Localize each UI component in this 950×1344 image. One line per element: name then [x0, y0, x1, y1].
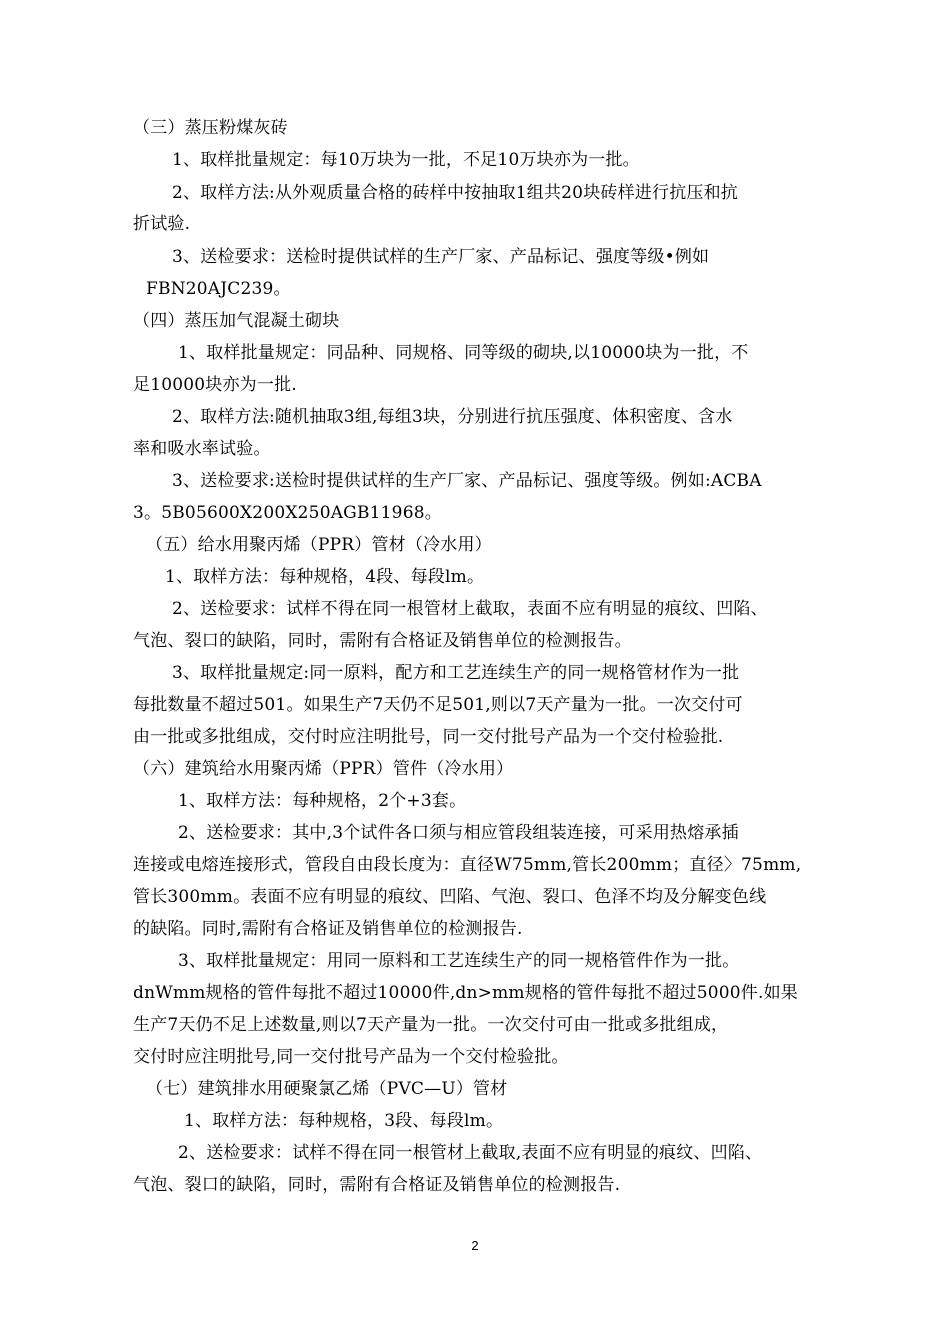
- paragraph-line: 折试验.: [133, 214, 191, 234]
- section-heading-4: （四）蒸压加气混凝土砌块: [133, 311, 340, 331]
- paragraph-line: 3。5B05600X200X250AGB11968。: [133, 503, 442, 523]
- paragraph-line: 2、送检要求：试样不得在同一根管材上截取,表面不应有明显的痕纹、凹陷、: [178, 1143, 763, 1163]
- paragraph-line: 1、取样批量规定：同品种、同规格、同等级的砌块,以10000块为一批，不: [178, 343, 749, 363]
- paragraph-line: 3、取样批量规定：用同一原料和工艺连续生产的同一规格管件作为一批。: [178, 951, 740, 971]
- paragraph-line: 每批数量不超过501。如果生产7天仍不足501,则以7天产量为一批。一次交付可: [133, 695, 743, 715]
- paragraph-line: 的缺陷。同时,需附有合格证及销售单位的检测报告.: [133, 919, 523, 939]
- paragraph-line: 2、取样方法:随机抽取3组,每组3块，分别进行抗压强度、体积密度、含水: [172, 407, 733, 427]
- paragraph-line: 1、取样方法：每种规格，4段、每段lm。: [165, 567, 485, 587]
- paragraph-line: 管长300mm。表面不应有明显的痕纹、凹陷、气泡、裂口、色泽不均及分解变色线: [133, 887, 767, 907]
- paragraph-line: 气泡、裂口的缺陷，同时，需附有合格证及销售单位的检测报告.: [133, 1175, 621, 1195]
- paragraph-line: 2、送检要求：试样不得在同一根管材上截取，表面不应有明显的痕纹、凹陷、: [172, 599, 768, 619]
- paragraph-line: 2、取样方法:从外观质量合格的砖样中按抽取1组共20块砖样进行抗压和抗: [172, 183, 738, 203]
- paragraph-line: 3、送检要求：送检时提供试样的生产厂家、产品标记、强度等级•例如: [172, 247, 710, 267]
- page-number: 2: [471, 1238, 479, 1253]
- paragraph-line: FBN20AJC239。: [146, 279, 291, 299]
- section-heading-6: （六）建筑给水用聚丙烯（PPR）管件（冷水用）: [133, 759, 514, 779]
- paragraph-line: 1、取样方法：每种规格，2个+3套。: [178, 791, 467, 811]
- paragraph-line: 3、送检要求:送检时提供试样的生产厂家、产品标记、强度等级。例如:ACBA: [172, 471, 762, 491]
- paragraph-line: 生产7天仍不足上述数量,则以7天产量为一批。一次交付可由一批或多批组成，: [133, 1015, 729, 1035]
- paragraph-line: 3、取样批量规定:同一原料，配方和工艺连续生产的同一规格管材作为一批: [172, 663, 740, 683]
- paragraph-line: 1、取样方法：每种规格，3段、每段lm。: [184, 1111, 504, 1131]
- paragraph-line: dnWmm规格的管件每批不超过10000件,dn>mm规格的管件每批不超过5000件.如果: [133, 983, 799, 1003]
- paragraph-line: 由一批或多批组成，交付时应注明批号，同一交付批号产品为一个交付检验批.: [133, 727, 724, 747]
- paragraph-line: 率和吸水率试验。: [133, 439, 271, 459]
- section-heading-3: （三）蒸压粉煤灰砖: [133, 118, 288, 138]
- paragraph-line: 足10000块亦为一批.: [133, 375, 297, 395]
- section-heading-7: （七）建筑排水用硬聚氯乙烯（PVC—U）管材: [146, 1079, 508, 1099]
- paragraph-line: 1、取样批量规定：每10万块为一批，不足10万块亦为一批。: [172, 150, 640, 170]
- paragraph-line: 气泡、裂口的缺陷，同时，需附有合格证及销售单位的检测报告。: [133, 631, 632, 651]
- section-heading-5: （五）给水用聚丙烯（PPR）管材（冷水用）: [146, 535, 492, 555]
- paragraph-line: 交付时应注明批号,同一交付批号产品为一个交付检验批。: [133, 1047, 569, 1067]
- paragraph-line: 连接或电熔连接形式，管段自由段长度为：直径W75mm,管长200mm；直径〉75mm,: [133, 855, 802, 875]
- paragraph-line: 2、送检要求：其中,3个试件各口须与相应管段组装连接，可采用热熔承插: [178, 823, 739, 843]
